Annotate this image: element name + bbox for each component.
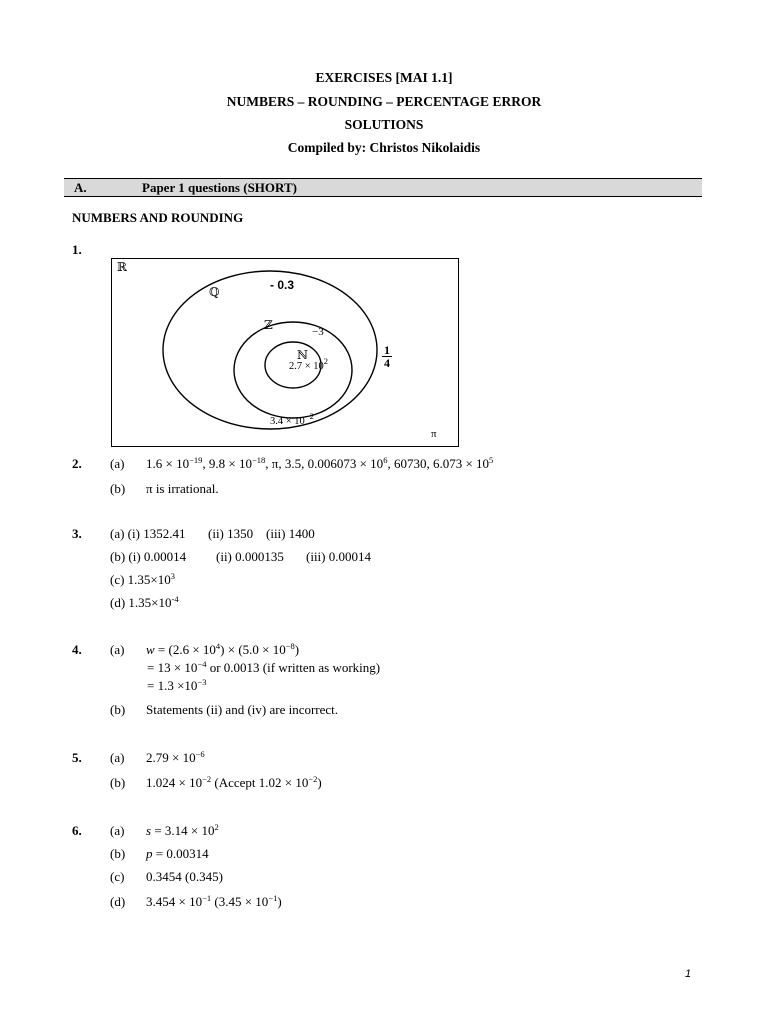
part-label: (a) (110, 750, 125, 765)
section-header (64, 178, 702, 197)
rationals-set-outline (163, 271, 377, 429)
answer-5b: $1.024 \times 10^{-2}$ (Accept $1.02 \times 10^{-2}$) (146, 774, 322, 790)
answer-4a-line2: = $13 \times 10^{-4}$ or 0.0013 (if written as working) (147, 659, 381, 675)
doc-solutions-label: SOLUTIONS (344, 117, 424, 132)
answer-3b-ii: (ii) 0.000135 (216, 549, 284, 564)
value-neg-0-3: - 0.3 (270, 278, 295, 292)
answer-2b: π is irrational. (146, 481, 219, 496)
part-label: (b) (110, 481, 126, 496)
question-number: 2. (72, 456, 82, 471)
answer-6d: $3.454 \times 10^{-1}$ $(3.45 \times 10^{-1})$ (146, 893, 282, 909)
doc-subtitle: NUMBERS – ROUNDING – PERCENTAGE ERROR (226, 94, 542, 109)
answer-5a: $2.79 \times 10^{-6}$ (146, 749, 205, 765)
answer-6b: p = 0.00314 (146, 846, 209, 861)
section-letter: A. (74, 180, 87, 195)
answer-4a-line3: = $1.3 \times 10^{-3}$ (147, 677, 207, 693)
answer-3a-i: (a) (i) 1352.41 (110, 526, 186, 541)
question-number: 4. (72, 642, 82, 657)
value-2-7e2: $2.7 \times 10^2$ (289, 356, 329, 372)
part-label: (d) (110, 894, 126, 909)
rationals-set-label: ℚ (209, 285, 220, 299)
question-number: 5. (72, 750, 82, 765)
question-number: 3. (72, 526, 82, 541)
value-one-quarter: 1 4 (384, 343, 390, 370)
question-number: 6. (72, 823, 82, 838)
answer-3b-iii: (iii) 0.00014 (306, 549, 371, 564)
answer-6a: $s = 3.14 \times 10^2$ (146, 822, 219, 838)
part-label: (a) (110, 456, 125, 471)
doc-author: Compiled by: Christos Nikolaidis (287, 140, 481, 155)
answer-4b: Statements (ii) and (iv) are incorrect. (146, 702, 339, 717)
section-title: Paper 1 questions (SHORT) (142, 180, 297, 195)
answer-3d: (d) $1.35\times 10^{-4}$ (110, 594, 179, 610)
part-label: (a) (110, 823, 125, 838)
answer-4a-line1: $w = (2.6 \times 10^4) \times (5.0 \times 10^{-8})$ (146, 641, 300, 657)
value-3-4e-2: $3.4 \times 10^{-2}$ (270, 411, 314, 427)
page-number: 1 (685, 968, 692, 980)
subheading: NUMBERS AND ROUNDING (72, 210, 244, 225)
venn-diagram (111, 258, 459, 447)
reals-set-label: ℝ (117, 260, 127, 274)
part-label: (c) (110, 869, 125, 884)
part-label: (b) (110, 775, 126, 790)
answer-3a-iii: (iii) 1400 (266, 526, 315, 541)
value-neg-3: −3 (312, 326, 324, 338)
integers-set-label: ℤ (264, 318, 273, 332)
doc-title: EXERCISES [MAI 1.1] (315, 70, 453, 85)
naturals-set-label: ℕ (297, 348, 308, 362)
value-pi: π (431, 428, 437, 440)
part-label: (a) (110, 642, 125, 657)
question-number: 1. (72, 242, 82, 257)
part-label: (b) (110, 846, 126, 861)
answer-3b-i: (b) (i) 0.00014 (110, 549, 187, 564)
answer-3c: (c) $1.35\times 10^3$ (110, 571, 176, 587)
answer-3a-ii: (ii) 1350 (208, 526, 254, 541)
part-label: (b) (110, 702, 126, 717)
answer-6c: 0.3454 (0.345) (146, 869, 223, 884)
answer-2a: $1.6 \times 10^{-19}$, $9.8 \times 10^{-18}$, π, 3.5, $0.006073 \times 10^6$, 60730, $6.073 \times 10^5$ (146, 455, 494, 471)
